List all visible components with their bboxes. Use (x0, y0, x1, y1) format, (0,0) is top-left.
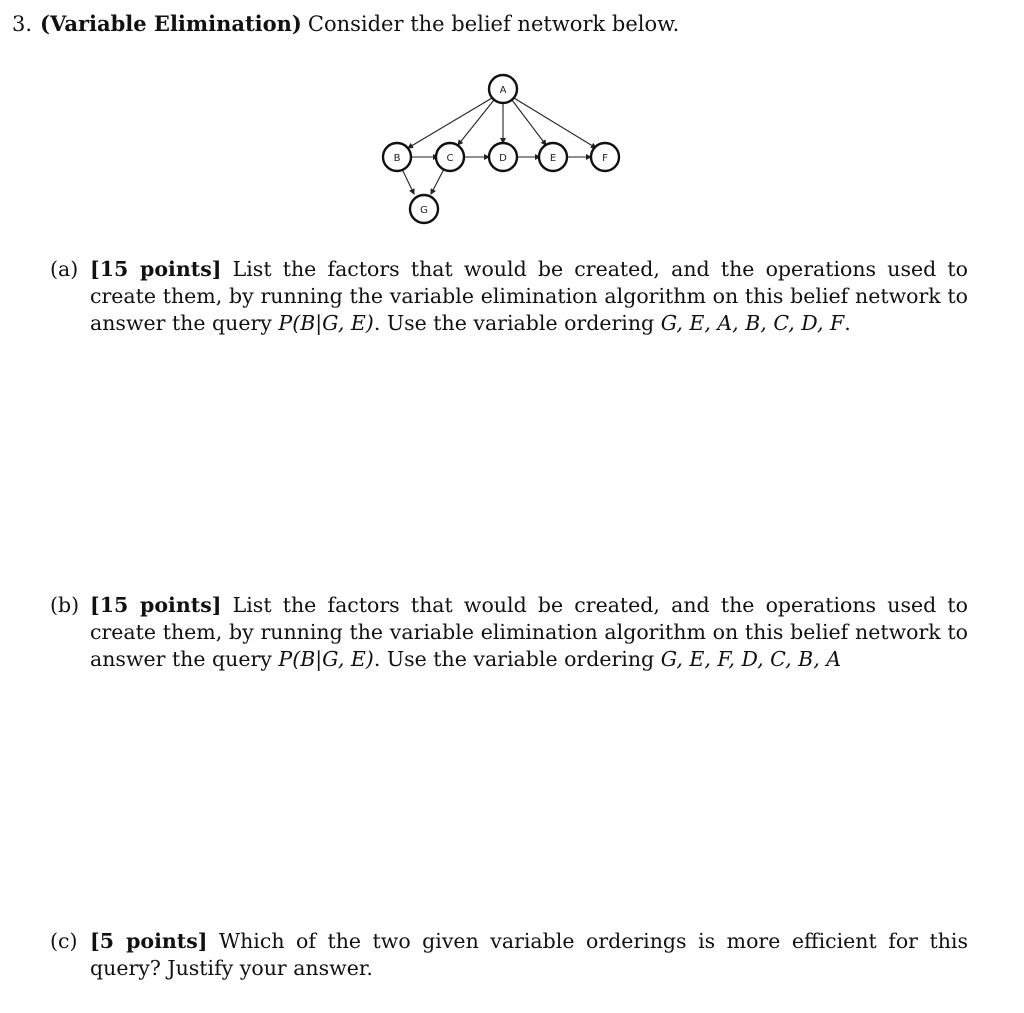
edge-a-f (514, 98, 596, 148)
node-a (489, 75, 517, 103)
node-e (539, 143, 567, 171)
part-a-ordering-suffix: . (844, 311, 851, 335)
node-c-label: C (446, 153, 454, 164)
node-c (436, 143, 464, 171)
node-f-label: F (602, 153, 608, 164)
part-b (50, 592, 968, 673)
network-nodes (383, 75, 619, 223)
part-b-ordering-prefix: . Use the variable ordering (373, 647, 655, 671)
edge-b-g (402, 169, 414, 194)
node-e-label: E (549, 153, 557, 164)
part-c-points: [5 points] (90, 929, 208, 953)
edge-a-b (408, 98, 492, 148)
part-a-label: (a) (50, 257, 79, 281)
part-b-label: (b) (50, 593, 80, 617)
part-c-label: (c) (50, 929, 78, 953)
question-intro: Consider the belief network below. (307, 12, 680, 36)
part-c-body (90, 928, 968, 982)
node-b-label: B (393, 153, 401, 164)
part-a-query: P(B|G, E) (278, 311, 374, 335)
part-a-text: List the factors that would be created, and the operations used to create them, by running the variable elimination algorithm on this belief network to answer the query (90, 257, 968, 335)
node-f (591, 143, 619, 171)
part-a-body (90, 256, 968, 337)
node-d-label: D (499, 153, 507, 164)
edge-c-g (431, 169, 444, 194)
node-d (489, 143, 517, 171)
part-a (50, 256, 968, 337)
part-b-body (90, 592, 968, 673)
question-number: 3. (12, 12, 33, 36)
edge-a-c (458, 100, 494, 145)
part-a-ordering: G, E, A, B, C, D, F (660, 311, 845, 335)
question-title: (Variable Elimination) (40, 11, 302, 36)
part-c-text: Which of the two given variable orderings is more efficient for this query? Justify your answer. (90, 929, 968, 980)
part-b-ordering: G, E, F, D, C, B, A (660, 647, 842, 671)
part-b-text: List the factors that would be created, and the operations used to create them, by running the variable elimination algorithm on this belief network to answer the query (90, 593, 968, 671)
question-heading (12, 10, 679, 38)
node-g-label: G (420, 205, 428, 216)
node-a-label: A (499, 85, 507, 96)
part-c (50, 928, 968, 982)
belief-network-diagram (370, 70, 640, 230)
part-a-ordering-prefix: . Use the variable ordering (373, 311, 655, 335)
part-b-points: [15 points] (90, 593, 222, 617)
part-b-query: P(B|G, E) (278, 647, 374, 671)
node-b (383, 143, 411, 171)
part-a-points: [15 points] (90, 257, 222, 281)
node-g (410, 195, 438, 223)
